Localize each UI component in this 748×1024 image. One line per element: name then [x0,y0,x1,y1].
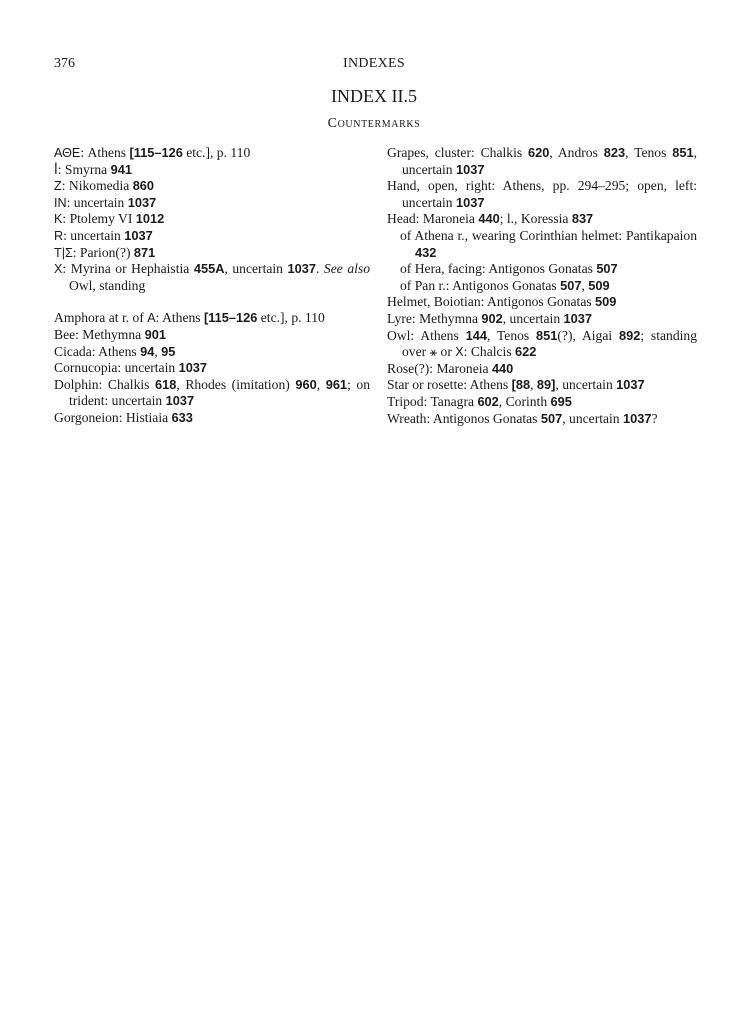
entry-text: , uncertain [502,310,564,326]
catalogue-number: 432 [415,244,437,260]
catalogue-number: 1037 [563,310,592,326]
catalogue-number: 1037 [178,360,208,376]
catalogue-number: 455A [193,261,225,277]
countermark-letters: X [455,345,464,360]
catalogue-number: 860 [132,178,155,194]
index-entry [54,195,370,212]
index-entry [387,394,697,411]
index-entry [54,211,370,228]
entry-text: (?), Aigai [557,327,619,343]
entry-text: Hand, open, right: Athens, pp. 294–295; open, left: uncertain [387,178,697,210]
catalogue-number: [115–126 [129,145,183,160]
catalogue-number: 902 [481,310,503,326]
entry-text: , uncertain [562,410,624,426]
index-entry [54,245,370,262]
catalogue-number: 823 [603,145,626,160]
index-entry [387,411,697,428]
catalogue-number: 901 [144,326,166,342]
catalogue-number: 1037 [165,393,195,409]
catalogue-number: 941 [110,161,132,177]
entry-text: : Athens [80,145,130,160]
catalogue-number: [88 [511,377,531,393]
entry-text: : Ptolemy VI [62,211,136,227]
countermark-letters: T|Σ [54,245,73,260]
index-entry [54,145,370,162]
entry-text: , [581,277,589,293]
catalogue-number: 509 [588,277,610,293]
entry-text: Dolphin: Chalkis [54,376,155,392]
catalogue-number: [115–126 [204,310,258,326]
entry-text: ? [651,410,658,426]
catalogue-number: 1037 [124,227,153,243]
catalogue-number: 622 [515,344,537,360]
entry-text: , uncertain [555,377,617,393]
catalogue-number: 837 [571,211,594,227]
running-head: INDEXES [343,56,405,71]
catalogue-number: 892 [618,327,641,343]
catalogue-number: 89] [536,377,556,393]
catalogue-number: 1037 [287,261,316,277]
index-entry [387,328,697,361]
entry-text: Tripod: Tanagra [387,393,478,409]
entry-text: Owl: Athens [387,327,466,343]
entry-text: , Tenos [486,327,537,343]
countermark-letters: IN [54,195,67,210]
countermark-letters: ⚹ [429,345,438,360]
index-entry [54,162,370,179]
entry-text: , Tenos [625,145,673,160]
entry-text: . [315,261,324,277]
entry-text: of Athena r., wearing Corinthian helmet: Pantikapaion [400,227,697,243]
section-title: Countermarks [327,116,421,131]
catalogue-number: 961 [325,376,348,392]
index-title: INDEX II.5 [331,86,417,106]
entry-text: Grapes, cluster: Chalkis [387,145,528,160]
entry-text: ; standing over [402,327,697,360]
index-subentry [387,278,697,295]
entry-text: , Corinth [498,393,551,409]
catalogue-number: 509 [595,294,617,310]
countermark-letters: K [54,212,63,227]
index-entry [54,327,370,344]
entry-text: Head: Maroneia [387,211,479,227]
entry-text: Cicada: Athens [54,343,141,359]
index-subentry [387,228,697,261]
catalogue-number: 144 [465,327,487,343]
entry-gap [54,294,370,310]
catalogue-number: 633 [171,409,193,425]
index-column-left [54,145,370,427]
entry-text: etc.], p. 110 [257,310,325,326]
catalogue-number: 618 [155,376,177,392]
catalogue-number: 1037 [455,161,485,177]
entry-text: of Pan r.: Antigonos Gonatas [400,277,561,293]
index-column-right [387,145,697,427]
index-entry [54,410,370,427]
index-entry [54,261,370,294]
entry-text: : uncertain [66,194,128,210]
catalogue-number: 1037 [623,410,652,426]
countermark-letters: R [54,228,64,243]
entry-text: ; on trident: uncertain [69,376,370,409]
catalogue-number: 871 [133,244,156,260]
entry-text: Cornucopia: uncertain [54,360,179,376]
entry-text: : uncertain [63,227,125,243]
catalogue-number: 440 [491,360,514,376]
catalogue-number: 1037 [616,377,645,393]
index-entry [387,377,697,394]
countermark-letters: X [54,262,63,277]
page-number: 376 [54,56,75,71]
entry-text: , [154,343,162,359]
entry-text: Owl, standing [69,277,146,293]
entry-text: : Myrina or Hephaistia [62,261,194,277]
countermark-letters: ΑΘΕ [54,146,81,160]
entry-text: , uncertain [402,145,697,177]
catalogue-number: 94 [140,343,155,359]
entry-text: , uncertain [224,261,288,277]
entry-text: Star or rosette: Athens [387,377,512,393]
catalogue-number: 1012 [135,211,165,227]
catalogue-number: 507 [540,410,563,426]
catalogue-number: 1037 [127,194,157,210]
entry-text: , [530,377,537,393]
entry-text: : Athens [155,310,204,326]
entry-text: of Hera, facing: Antigonos Gonatas [400,261,597,277]
catalogue-number: 440 [478,211,500,227]
entry-text: Bee: Methymna [54,326,145,342]
index-entry [54,360,370,377]
index-entry [54,310,370,327]
index-entry [54,228,370,245]
entry-text: , [316,376,326,392]
entry-text: Rose(?): Maroneia [387,360,492,376]
entry-text: , Andros [549,145,604,160]
catalogue-number: 620 [528,145,550,160]
entry-text: ; l., Koressia [499,211,572,227]
catalogue-number: 507 [596,261,618,277]
index-entry [54,377,370,410]
entry-text: : Smyrna [57,161,111,177]
entry-text: or [437,344,456,360]
entry-text: : Parion(?) [72,244,134,260]
entry-text: Amphora at r. of [54,310,148,326]
index-entry [387,361,697,378]
countermark-letters: A [147,311,156,326]
catalogue-number: 851 [536,327,558,343]
index-entry [54,178,370,195]
entry-text: Helmet, Boiotian: Antigonos Gonatas [387,294,596,310]
entry-text: Wreath: Antigonos Gonatas [387,410,541,426]
countermark-letters: Z [54,179,62,194]
index-entry [387,145,697,178]
entry-text: Gorgoneion: Histiaia [54,409,172,425]
catalogue-number: 602 [477,393,499,409]
index-entry [387,311,697,328]
catalogue-number: 851 [672,145,694,160]
index-subentry [387,261,697,278]
entry-text: : Nikomedia [61,178,133,194]
index-entry [387,211,697,228]
countermark-letters: ꟾ [54,162,58,177]
catalogue-number: 1037 [455,194,485,210]
index-entry [387,178,697,211]
catalogue-number: 960 [295,376,317,392]
entry-text: , Rhodes (imitation) [176,376,296,392]
entry-text: : Chalcis [463,344,516,360]
catalogue-number: 507 [560,277,582,293]
catalogue-number: 95 [161,343,176,359]
index-entry [54,344,370,361]
catalogue-number: 695 [550,393,572,409]
index-entry [387,294,697,311]
entry-text: etc.], p. 110 [182,145,251,160]
entry-text: Lyre: Methymna [387,310,482,326]
entry-text: See also [323,261,370,277]
